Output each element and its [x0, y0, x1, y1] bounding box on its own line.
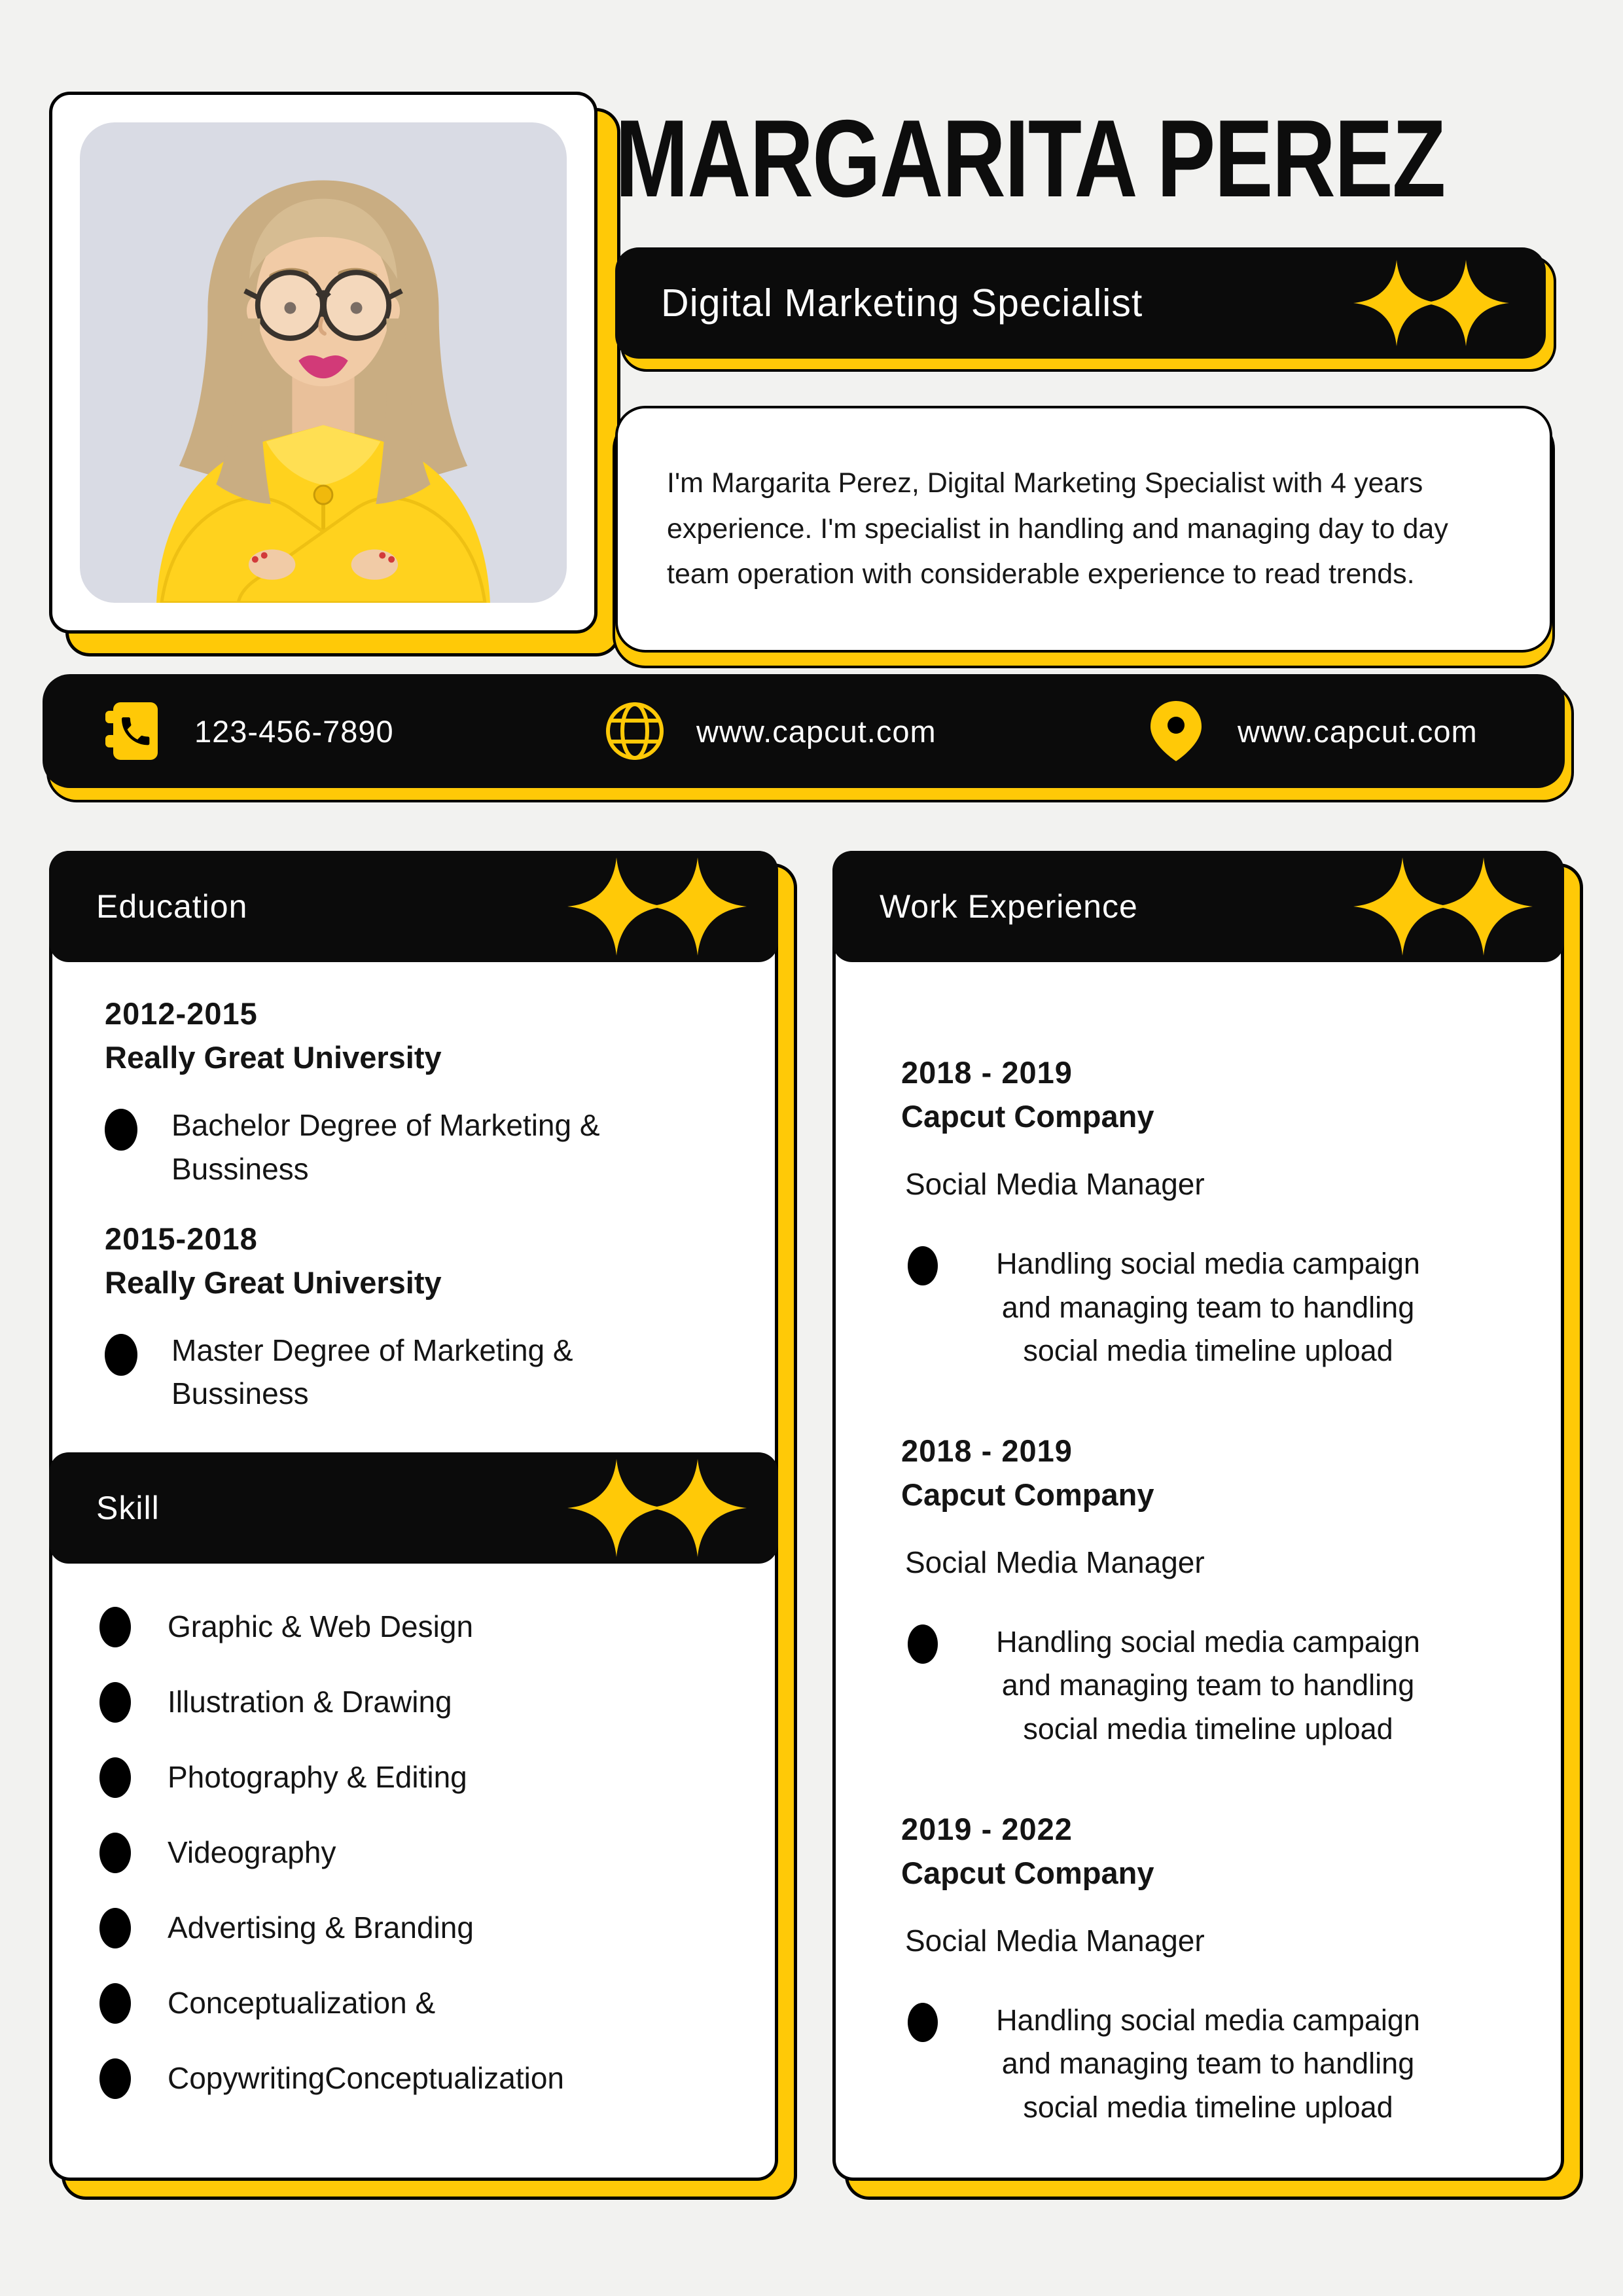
- skill-item: [99, 1983, 729, 2024]
- page-title: MARGARITA PEREZ: [615, 97, 1445, 220]
- skill-item: [99, 1607, 729, 1647]
- profile-photo-card: [49, 92, 597, 634]
- education-section-header: [49, 851, 778, 962]
- bullet-dot: [99, 1682, 131, 1723]
- experience-period: 2018 - 2019: [901, 1055, 1073, 1090]
- experience-entry: [901, 1431, 1525, 1751]
- bullet-dot: [908, 1246, 938, 1285]
- education-period: 2015-2018: [105, 1221, 258, 1256]
- education-title: Education: [96, 888, 248, 925]
- sparkles-decoration: [567, 857, 747, 956]
- sparkle-icon: [1423, 260, 1509, 346]
- skill-item: [99, 2058, 729, 2099]
- skill-label: CopywritingConceptualization: [168, 2061, 564, 2096]
- bullet-dot: [99, 1607, 131, 1647]
- bullet-dot: [99, 1757, 131, 1798]
- experience-role: Social Media Manager: [905, 1167, 1205, 1202]
- experience-role: Social Media Manager: [905, 1923, 1205, 1958]
- contact-website: [602, 674, 936, 788]
- education-degree-row: [105, 1329, 729, 1416]
- skill-item: [99, 1833, 729, 1873]
- experience-company: Capcut Company: [901, 1855, 1154, 1890]
- bullet-dot: [105, 1334, 137, 1376]
- experience-period: 2019 - 2022: [901, 1811, 1073, 1846]
- education-list: [52, 962, 775, 1416]
- about-text: I'm Margarita Perez, Digital Marketing Specialist with 4 years experience. I'm specialist in handling and managing day to day team operation with considerable experience to read trends.: [667, 467, 1448, 590]
- experience-highlight-row: [908, 1621, 1525, 1751]
- right-panel: [832, 851, 1564, 2181]
- website-url: www.capcut.com: [696, 713, 936, 749]
- about-card: [615, 406, 1552, 653]
- bullet-dot: [99, 2058, 131, 2099]
- contact-location: [1143, 674, 1478, 788]
- phone-number: 123-456-7890: [194, 713, 394, 749]
- education-entry: [105, 994, 729, 1191]
- experience-highlight: Handling social media campaign and managing team to handling social media timeline upload: [996, 1624, 1420, 1746]
- sparkle-icon: [649, 1459, 747, 1557]
- experience-section-header: [832, 851, 1564, 962]
- left-panel: [49, 851, 778, 2181]
- experience-entry: [901, 1052, 1525, 1373]
- skill-label: Illustration & Drawing: [168, 1685, 452, 1719]
- skill-label: Photography & Editing: [168, 1760, 467, 1795]
- experience-list: [836, 962, 1561, 2129]
- globe-icon: [602, 698, 668, 764]
- experience-title: Work Experience: [880, 888, 1138, 925]
- experience-company: Capcut Company: [901, 1099, 1154, 1134]
- experience-highlight-row: [908, 1999, 1525, 2130]
- experience-period: 2018 - 2019: [901, 1433, 1073, 1468]
- experience-highlight: Handling social media campaign and managing team to handling social media timeline upload: [996, 1246, 1420, 1368]
- phone-icon: [100, 698, 166, 764]
- skill-item: [99, 1908, 729, 1948]
- skill-label: Graphic & Web Design: [168, 1609, 474, 1644]
- skill-item: [99, 1757, 729, 1798]
- experience-highlight: Handling social media campaign and managing team to handling social media timeline upload: [996, 2003, 1420, 2124]
- education-degree: Bachelor Degree of Marketing & Bussiness: [171, 1108, 600, 1186]
- skill-item: [99, 1682, 729, 1723]
- education-school: Really Great University: [105, 1040, 442, 1075]
- bullet-dot: [99, 1983, 131, 2024]
- experience-highlight-row: [908, 1242, 1525, 1373]
- skill-section-header: [49, 1452, 778, 1564]
- experience-entry: [901, 1809, 1525, 2130]
- bullet-dot: [99, 1908, 131, 1948]
- sparkle-icon: [649, 857, 747, 956]
- skill-label: Videography: [168, 1835, 336, 1870]
- education-degree-row: [105, 1103, 729, 1191]
- skill-label: Conceptualization &: [168, 1986, 436, 2020]
- contact-bar: [43, 674, 1565, 788]
- header: [615, 97, 1564, 653]
- bullet-dot: [908, 1624, 938, 1664]
- education-school: Really Great University: [105, 1265, 442, 1300]
- sparkles-decoration: [567, 1459, 747, 1557]
- profile-photo: [80, 122, 567, 603]
- education-degree: Master Degree of Marketing & Bussiness: [171, 1333, 573, 1411]
- education-period: 2012-2015: [105, 996, 258, 1031]
- education-entry: [105, 1219, 729, 1416]
- bullet-dot: [105, 1109, 137, 1151]
- sparkles-decoration: [1353, 857, 1533, 956]
- contact-phone: [100, 674, 394, 788]
- experience-role: Social Media Manager: [905, 1545, 1205, 1579]
- portrait-illustration: [80, 122, 567, 603]
- sparkle-icon: [1435, 857, 1533, 956]
- skill-title: Skill: [96, 1490, 160, 1527]
- role-badge: [615, 247, 1546, 359]
- bullet-dot: [908, 2003, 938, 2042]
- sparkles-decoration: [1353, 260, 1509, 346]
- location-text: www.capcut.com: [1238, 713, 1478, 749]
- skill-label: Advertising & Branding: [168, 1910, 474, 1945]
- experience-company: Capcut Company: [901, 1477, 1154, 1512]
- pin-icon: [1143, 698, 1209, 764]
- role-badge-label: Digital Marketing Specialist: [661, 281, 1143, 325]
- skill-list: [52, 1564, 775, 2099]
- bullet-dot: [99, 1833, 131, 1873]
